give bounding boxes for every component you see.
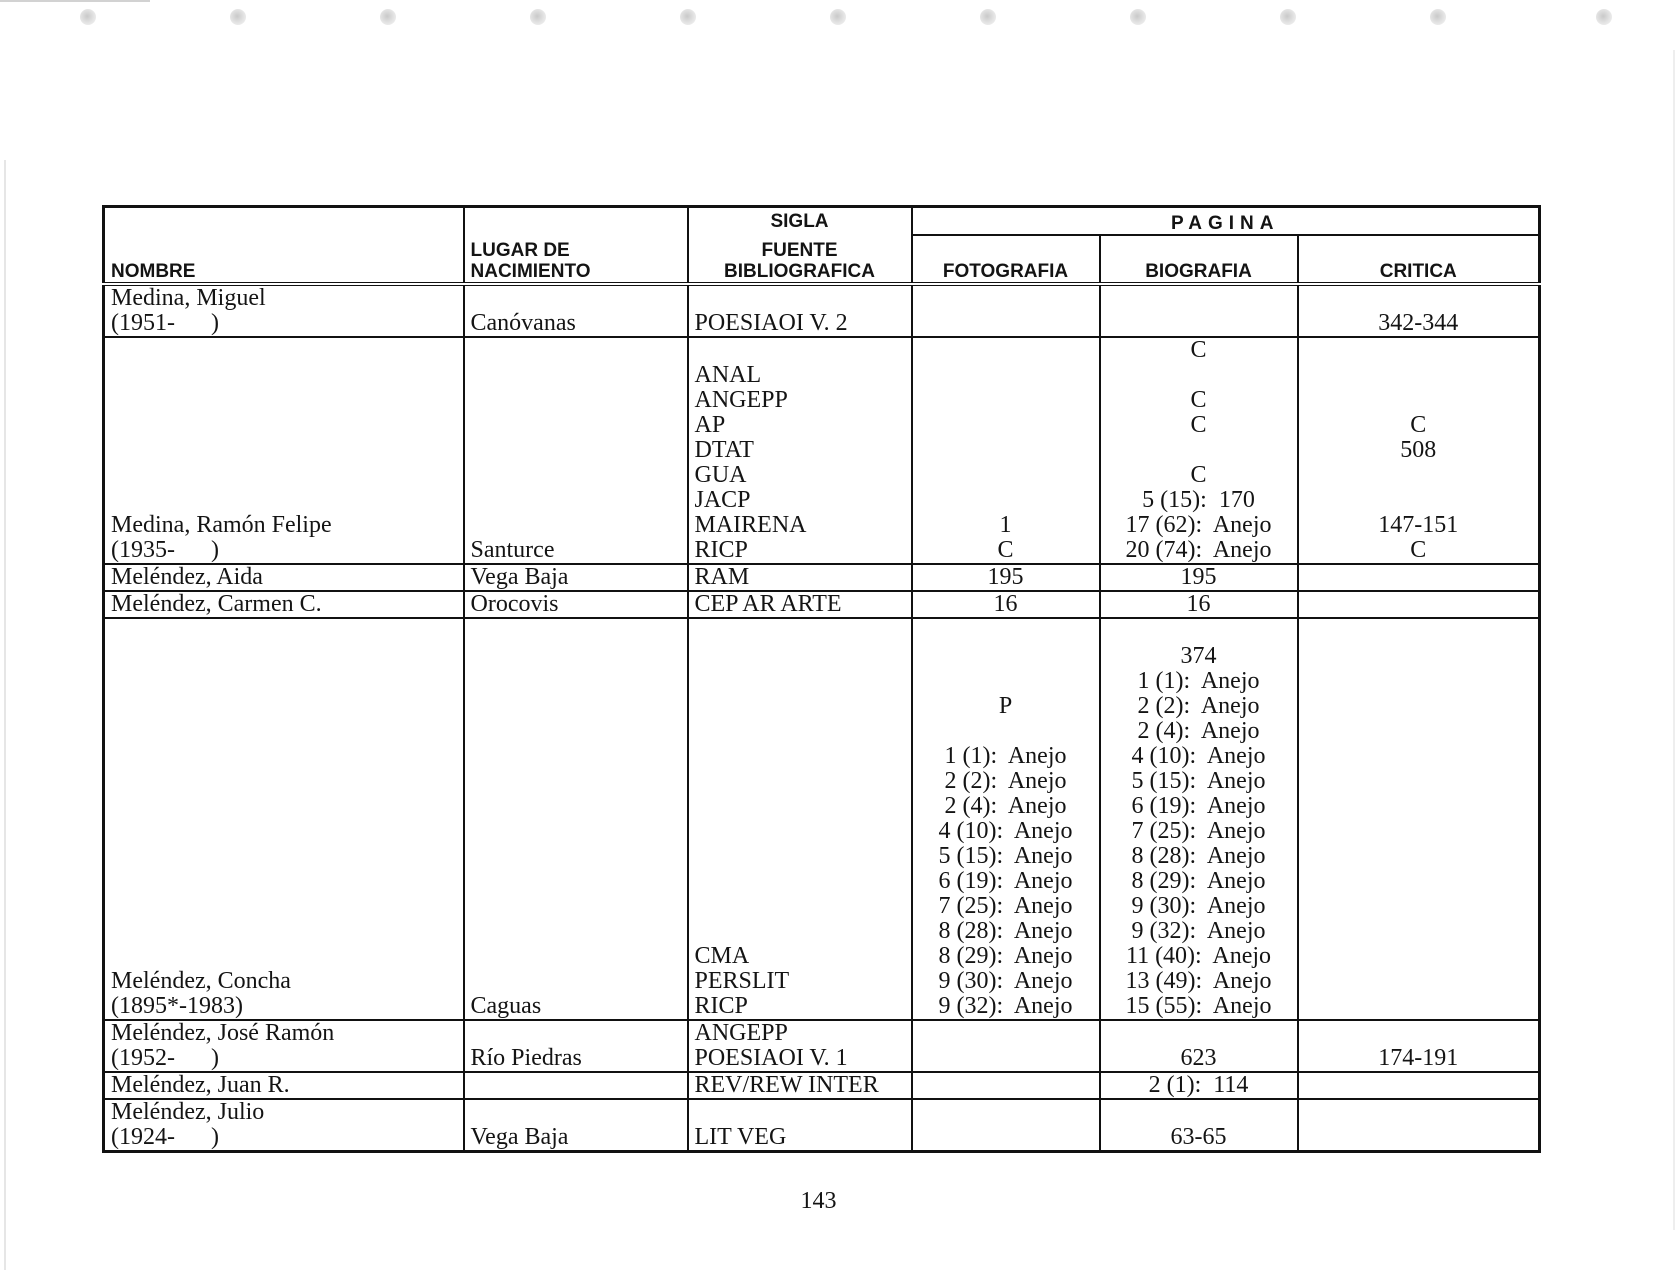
sigla-line: GUA [694,462,747,488]
cell-sigla [688,1072,912,1099]
top-edge-rule [0,0,150,2]
table-row [104,1099,1540,1152]
sigla-line: RICP [694,537,748,563]
critica-line: C [1410,412,1427,438]
nombre-line: Medina, Ramón Felipe [111,512,332,538]
binder-holes [0,9,1679,33]
biografia-line: 2 (1): 114 [1148,1072,1249,1098]
fotografia-line: 6 (19): Anejo [938,868,1073,894]
cell-biografia [1100,337,1298,564]
cell-sigla [688,1020,912,1072]
binder-hole [980,9,996,25]
table-header [104,207,1540,285]
sigla-line: ANGEPP [694,387,788,413]
table-row [104,1020,1540,1072]
cell-fotografia [912,591,1100,618]
biografia-line: 2 (2): Anejo [1137,693,1260,719]
biografia-line: 195 [1180,564,1217,590]
nombre-line: (1924- ) [111,1124,219,1150]
cell-sigla [688,1099,912,1152]
binder-hole [680,9,696,25]
cell-lugar [464,564,688,591]
nombre-line: (1895*-1983) [111,993,243,1019]
header-fotografia: FOTOGRAFIA [912,235,1100,284]
cell-nombre [104,564,464,591]
cell-lugar [464,337,688,564]
nombre-line: Meléndez, Aida [111,564,263,590]
header-biografia: BIOGRAFIA [1100,235,1298,284]
table-row [104,591,1540,618]
cell-lugar [464,1099,688,1152]
nombre-line: Meléndez, Juan R. [111,1072,290,1098]
critica-line [1305,1021,1533,1046]
lugar-line [471,513,681,538]
cell-nombre [104,284,464,337]
sigla-line: ANGEPP [694,1020,788,1046]
binder-hole [1430,9,1446,25]
lugar-line: Vega Baja [470,564,569,590]
biografia-line: 4 (10): Anejo [1131,743,1266,769]
binder-hole [230,9,246,25]
cell-fotografia [912,337,1100,564]
fotografia-line: 9 (30): Anejo [938,968,1073,994]
cell-nombre [104,1099,464,1152]
biografia-line: 8 (28): Anejo [1131,843,1266,869]
cell-sigla [688,618,912,1020]
sigla-line: PERSLIT [694,968,790,994]
nombre-line: (1951- ) [111,310,219,336]
cell-fotografia [912,618,1100,1020]
binder-hole [80,9,96,25]
right-page-edge [1673,50,1675,1230]
nombre-line: Meléndez, Carmen C. [111,591,322,617]
nombre-line: (1935- ) [111,537,219,563]
sigla-line: POESIAOI V. 2 [694,310,848,336]
fotografia-line: P [998,693,1013,719]
sigla-line: CEP AR ARTE [694,591,842,617]
nombre-line: Meléndez, Julio [111,1099,265,1125]
fotografia-line: 8 (29): Anejo [938,943,1073,969]
cell-critica [1298,591,1540,618]
lugar-line [471,969,681,994]
header-sigla: SIGLA FUENTE BIBLIOGRAFICA [688,207,912,285]
cell-biografia [1100,618,1298,1020]
header-nombre: NOMBRE [104,207,464,285]
cell-critica [1298,337,1540,564]
left-page-edge [4,160,6,1270]
header-pagina: PAGINA [912,207,1540,236]
lugar-line [471,1100,681,1125]
critica-line: 508 [1400,437,1437,463]
cell-nombre [104,337,464,564]
biografia-line: 5 (15): Anejo [1131,768,1266,794]
critica-line [1305,488,1533,513]
nombre-line: Meléndez, Concha [111,968,291,994]
biografia-line: 1 (1): Anejo [1137,668,1260,694]
fotografia-line: 4 (10): Anejo [938,818,1073,844]
fotografia-line: 16 [993,591,1018,617]
fotografia-line: 1 [999,512,1012,538]
biografia-line: 15 (55): Anejo [1125,993,1272,1019]
cell-biografia [1100,284,1298,337]
cell-sigla [688,564,912,591]
cell-sigla [688,591,912,618]
sigla-line: DTAT [694,437,754,463]
fotografia-line [919,719,1093,744]
table-row [104,284,1540,337]
sigla-line: AP [694,412,726,438]
cell-fotografia [912,564,1100,591]
lugar-line: Río Piedras [470,1045,582,1071]
biografia-line: 374 [1180,643,1217,669]
cell-critica [1298,618,1540,1020]
cell-sigla [688,284,912,337]
cell-lugar [464,1072,688,1099]
sigla-line: RICP [694,993,748,1019]
lugar-line: Canóvanas [470,310,576,336]
cell-lugar [464,1020,688,1072]
biografia-line: C [1190,337,1207,363]
table-row [104,564,1540,591]
fotografia-line: 2 (2): Anejo [944,768,1067,794]
cell-biografia [1100,591,1298,618]
nombre-line: (1952- ) [111,1045,219,1071]
biografia-line: 16 [1186,591,1211,617]
nombre-line: Medina, Miguel [111,285,266,311]
fotografia-line: 2 (4): Anejo [944,793,1067,819]
biografia-line: 2 (4): Anejo [1137,718,1260,744]
fotografia-line: 8 (28): Anejo [938,918,1073,944]
biografia-line: 6 (19): Anejo [1131,793,1266,819]
fotografia-line: 5 (15): Anejo [938,843,1073,869]
fotografia-line: 9 (32): Anejo [938,993,1073,1019]
lugar-line [471,286,681,311]
cell-nombre [104,618,464,1020]
binder-hole [830,9,846,25]
sigla-line: REV/REW INTER [694,1072,879,1098]
sigla-line [695,1100,905,1125]
cell-critica [1298,284,1540,337]
binder-hole [530,9,546,25]
biografia-line: 20 (74): Anejo [1125,537,1272,563]
cell-lugar [464,591,688,618]
sigla-line: LIT VEG [694,1124,787,1150]
cell-critica [1298,1072,1540,1099]
biografia-line: 9 (30): Anejo [1131,893,1266,919]
cell-critica [1298,1099,1540,1152]
binder-hole [1596,9,1612,25]
critica-line [1305,286,1533,311]
biografia-line [1107,363,1291,388]
fotografia-line: 195 [987,564,1024,590]
header-critica: CRITICA [1298,235,1540,284]
critica-line: C [1410,537,1427,563]
fotografia-line: C [997,537,1014,563]
biografia-line: C [1190,412,1207,438]
nombre-line: Meléndez, José Ramón [111,1020,335,1046]
biografia-line: C [1190,387,1207,413]
biografia-line: 13 (49): Anejo [1125,968,1272,994]
biografia-line: 63-65 [1170,1124,1227,1150]
cell-biografia [1100,1099,1298,1152]
cell-biografia [1100,1020,1298,1072]
lugar-line: Orocovis [470,591,559,617]
cell-fotografia [912,284,1100,337]
biografia-line: 7 (25): Anejo [1131,818,1266,844]
table-row [104,618,1540,1020]
biografia-line: 5 (15): 170 [1142,487,1255,513]
bibliography-table [102,205,1541,1153]
biografia-line [1107,619,1291,644]
table-row [104,337,1540,564]
binder-hole [380,9,396,25]
biografia-line [1107,1100,1291,1125]
biografia-line: 11 (40): Anejo [1125,943,1272,969]
cell-fotografia [912,1020,1100,1072]
sigla-line [695,286,905,311]
biografia-line: C [1190,462,1207,488]
binder-hole [1130,9,1146,25]
cell-biografia [1100,564,1298,591]
lugar-line: Vega Baja [470,1124,569,1150]
cell-nombre [104,1020,464,1072]
fotografia-line: 1 (1): Anejo [944,743,1067,769]
biografia-line: 8 (29): Anejo [1131,868,1266,894]
cell-fotografia [912,1072,1100,1099]
lugar-line: Caguas [470,993,542,1019]
fotografia-line [919,463,1093,488]
biografia-line: 623 [1180,1045,1217,1071]
cell-nombre [104,1072,464,1099]
critica-line: 174-191 [1378,1045,1459,1071]
table-row [104,1072,1540,1099]
sigla-line: ANAL [694,362,762,388]
cell-lugar [464,284,688,337]
biografia-line [1107,438,1291,463]
page-number: 143 [800,1188,837,1214]
lugar-line [471,1021,681,1046]
cell-lugar [464,618,688,1020]
cell-sigla [688,337,912,564]
cell-nombre [104,591,464,618]
sigla-line: POESIAOI V. 1 [694,1045,848,1071]
sigla-line: RAM [694,564,750,590]
cell-critica [1298,564,1540,591]
critica-line: 342-344 [1378,310,1459,336]
sigla-line: JACP [694,487,751,513]
binder-hole [1280,9,1296,25]
sigla-line: CMA [694,943,750,969]
cell-critica [1298,1020,1540,1072]
biografia-line: 9 (32): Anejo [1131,918,1266,944]
critica-line: 147-151 [1378,512,1459,538]
fotografia-line [919,488,1093,513]
cell-biografia [1100,1072,1298,1099]
cell-fotografia [912,1099,1100,1152]
sigla-line: MAIRENA [694,512,807,538]
header-lugar: LUGAR DE NACIMIENTO [464,207,688,285]
fotografia-line: 7 (25): Anejo [938,893,1073,919]
lugar-line: Santurce [470,537,555,563]
critica-line [1305,463,1533,488]
table-body [104,284,1540,1152]
biografia-line: 17 (62): Anejo [1125,512,1272,538]
